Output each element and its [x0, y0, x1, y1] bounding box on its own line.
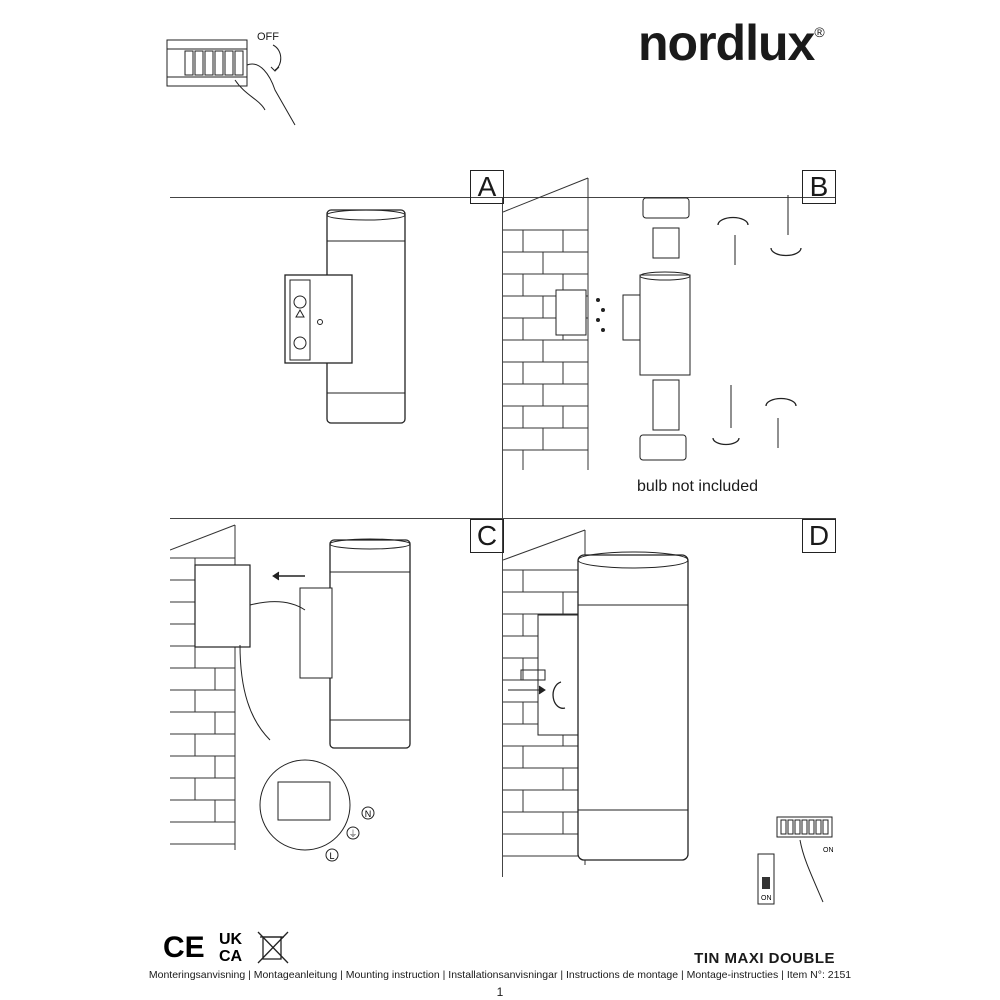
page-number: 1 [496, 985, 504, 999]
wire-label-l: L [329, 851, 335, 861]
ukca-mark-bottom: CA [219, 948, 243, 965]
ukca-mark-top: UK [219, 931, 243, 948]
on-label-breaker: ON [823, 847, 834, 854]
panel-label-a: A [470, 170, 504, 204]
ce-mark: CE [163, 931, 205, 964]
instruction-line: Monteringsanvisning | Montageanleitung | Mounting instruction | Installationsanvisningar | Instructions de montage | Montage-instructies | Item N°: 2151 [148, 969, 852, 981]
off-label: OFF [257, 31, 279, 43]
panel-c-illustration [170, 520, 502, 865]
breaker-off-illustration [165, 35, 305, 135]
panel-label-d: D [802, 519, 836, 553]
panel-b-illustration [503, 170, 803, 470]
panel-label-b: B [802, 170, 836, 204]
panel-a-illustration [280, 205, 420, 425]
certification-marks [163, 927, 293, 965]
product-title: TIN MAXI DOUBLE [694, 950, 835, 967]
bulb-not-included-note: bulb not included [637, 478, 758, 495]
breaker-on-illustration [755, 812, 835, 912]
wire-label-earth: ⏚ [348, 829, 358, 839]
on-label-switch: ON [761, 895, 772, 902]
wire-label-n: N [364, 809, 372, 819]
panel-label-c: C [470, 519, 504, 553]
brand-logo: nordlux® [638, 15, 824, 71]
crossed-out-bin-icon [258, 932, 288, 963]
